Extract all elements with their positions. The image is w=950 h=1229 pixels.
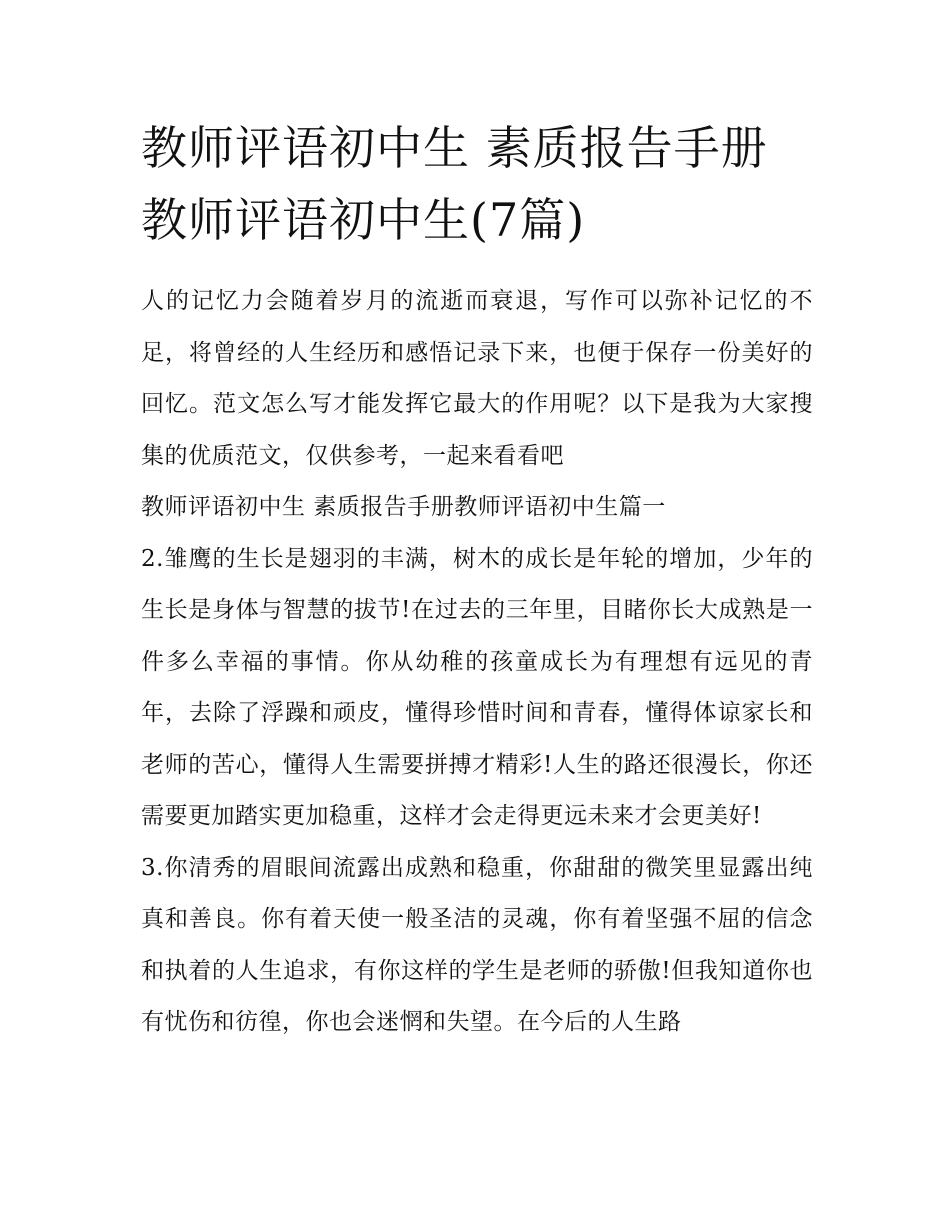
section-heading: 教师评语初中生 素质报告手册教师评语初中生篇一 — [141, 494, 666, 520]
intro-paragraph: 人的记忆力会随着岁月的流逝而衰退，写作可以弥补记忆的不足，将曾经的人生经历和感悟记录下来，也便于保存一份美好的回忆。范文怎么写才能发挥它最大的作用呢？以下是我为大家搜集的优质范文，仅供参考，一起来看看吧 — [141, 288, 813, 469]
comment-paragraph-2: 2.雏鹰的生长是翅羽的丰满，树木的成长是年轮的增加，少年的生长是身体与智慧的拔节!在过去的三年里，目睹你长大成熟是一件多么幸福的事情。你从幼稚的孩童成长为有理想有远见的青年，去除了浮躁和顽皮，懂得珍惜时间和青春，懂得体谅家长和老师的苦心，懂得人生需要拼搏才精彩!人生的路还很漫长，你还需要更加踏实更加稳重，这样才会走得更远未来才会更美好! — [141, 545, 813, 829]
document-title: 教师评语初中生 素质报告手册教师评语初中生(7篇) — [141, 121, 768, 247]
document-body — [141, 276, 813, 1049]
comment-paragraph-3: 3.你清秀的眉眼间流露出成熟和稳重，你甜甜的微笑里显露出纯真和善良。你有着天使一般圣洁的灵魂，你有着坚强不屈的信念和执着的人生追求，有你这样的学生是老师的骄傲!但我知道你也有忧伤和彷徨，你也会迷惘和失望。在今后的人生路 — [141, 854, 813, 1035]
document-page — [141, 112, 813, 1049]
